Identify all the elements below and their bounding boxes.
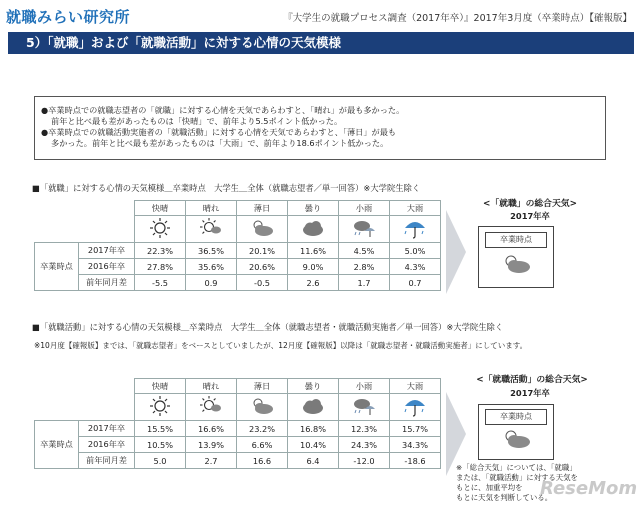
summary-line: ●卒業時点での就職活動実施者の「就職活動」に対する心情を天気であらわすと、「薄日」が最も	[41, 127, 397, 137]
table-cell: 1.7	[339, 275, 390, 291]
row-label: 2017年卒	[79, 243, 135, 259]
cloud-with-sun-icon	[479, 252, 553, 280]
table-cell: 12.3%	[339, 421, 390, 437]
table-cell: 27.8%	[135, 259, 186, 275]
table-cell: 2.8%	[339, 259, 390, 275]
table2-caption: ■「就職活動」に対する心情の天気模様＿卒業時点 大学生＿全体（就職志望者・就職活動実施者／単一回答）※大学院生除く	[32, 322, 504, 332]
section-title: 5）「就職」および「就職活動」に対する心情の天気模様	[8, 32, 634, 54]
table-cell: 2.6	[288, 275, 339, 291]
table-cell: 20.1%	[237, 243, 288, 259]
footnote-line: ※「総合天気」については、「就職」	[456, 463, 577, 472]
row-label: 2016年卒	[79, 259, 135, 275]
table-cell: 16.6%	[186, 421, 237, 437]
summary-line: 前年と比べ最も差があったものは「快晴」で、前年より5.5ポイント低かった。	[51, 116, 343, 126]
thin-sun-icon	[237, 394, 288, 421]
overall-weather-box	[478, 226, 554, 288]
weather-name: 晴れ	[186, 379, 237, 394]
weather-name: 大雨	[390, 201, 441, 216]
footnote-line: もとに天気を判断している。	[456, 493, 553, 502]
table-cell: 4.5%	[339, 243, 390, 259]
table-cell: 15.7%	[390, 421, 441, 437]
group-label: 卒業時点	[35, 421, 79, 469]
heavy-rain-icon	[390, 216, 441, 243]
table-cell: 24.3%	[339, 437, 390, 453]
table-cell: 5.0%	[390, 243, 441, 259]
table-cell: 5.0	[135, 453, 186, 469]
overall-weather-title: <「就職」の総合天気>	[483, 199, 577, 209]
table2	[34, 378, 441, 469]
sunny-icon	[135, 216, 186, 243]
heavy-rain-icon	[390, 394, 441, 421]
table-cell: -5.5	[135, 275, 186, 291]
summary-line: ●卒業時点での就職志望者の「就職」に対する心情を天気であらわすと、「晴れ」が最も多かった。	[41, 105, 405, 115]
arrow-right-icon	[446, 210, 466, 294]
table-cell: -0.5	[237, 275, 288, 291]
overall-weather-title: <「就職活動」の総合天気>	[476, 375, 588, 385]
sunny-icon	[135, 394, 186, 421]
cloudy-icon	[288, 394, 339, 421]
summary-line: 多かった。前年と比べ最も差があったものは「大雨」で、前年より18.6ポイント低かった。	[51, 138, 389, 148]
table-cell: 20.6%	[237, 259, 288, 275]
weather-name: 薄日	[237, 201, 288, 216]
overall-weather-year: 2017年卒	[510, 211, 550, 221]
row-label: 前年同月差	[79, 275, 135, 291]
table-cell: 16.8%	[288, 421, 339, 437]
table-cell: 11.6%	[288, 243, 339, 259]
table2-note: ※10月度【確報版】までは、「就職志望者」をベースとしていましたが、12月度【確報版】以降は「就職志望者・就職活動実施者」にしています。	[34, 341, 528, 350]
summary-box	[34, 96, 606, 160]
row-label: 2017年卒	[79, 421, 135, 437]
table1-caption: ■「就職」に対する心情の天気模様＿卒業時点 大学生＿全体（就職志望者／単一回答）※大学院生除く	[32, 183, 421, 193]
weather-name: 快晴	[135, 379, 186, 394]
table-cell: 0.9	[186, 275, 237, 291]
table-cell: 2.7	[186, 453, 237, 469]
weather-name: 薄日	[237, 379, 288, 394]
table-cell: 13.9%	[186, 437, 237, 453]
table-cell: -12.0	[339, 453, 390, 469]
footnote-line: または、「就職活動」に対する天気を	[456, 473, 578, 482]
table-cell: 22.3%	[135, 243, 186, 259]
table-cell: 10.5%	[135, 437, 186, 453]
cloudy-icon	[288, 216, 339, 243]
table-cell: 15.5%	[135, 421, 186, 437]
table-cell: 6.4	[288, 453, 339, 469]
document-title: 『大学生の就職プロセス調査（2017年卒）』2017年3月度（卒業時点）【確報版】	[283, 13, 632, 24]
weather-name: 小雨	[339, 201, 390, 216]
table-cell: 0.7	[390, 275, 441, 291]
weather-name: 小雨	[339, 379, 390, 394]
cloud-with-sun-icon	[479, 427, 553, 455]
sun-with-cloud-icon	[186, 216, 237, 243]
footnote-line: もとに、加重平均を	[456, 483, 523, 492]
overall-weather-label: 卒業時点	[485, 409, 547, 425]
table-cell: 4.3%	[390, 259, 441, 275]
sun-with-cloud-icon	[186, 394, 237, 421]
table-cell: 9.0%	[288, 259, 339, 275]
row-label: 2016年卒	[79, 437, 135, 453]
table-cell: 10.4%	[288, 437, 339, 453]
overall-weather-box	[478, 404, 554, 460]
watermark: ReseMom	[540, 478, 638, 499]
table-cell: 23.2%	[237, 421, 288, 437]
weather-name: 曇り	[288, 201, 339, 216]
table-cell: 6.6%	[237, 437, 288, 453]
table-cell: 35.6%	[186, 259, 237, 275]
weather-name: 晴れ	[186, 201, 237, 216]
table1	[34, 200, 441, 291]
group-label: 卒業時点	[35, 243, 79, 291]
row-label: 前年同月差	[79, 453, 135, 469]
table-cell: 36.5%	[186, 243, 237, 259]
overall-weather-year: 2017年卒	[510, 388, 550, 398]
light-rain-icon	[339, 216, 390, 243]
weather-name: 曇り	[288, 379, 339, 394]
weather-name: 快晴	[135, 201, 186, 216]
weather-name: 大雨	[390, 379, 441, 394]
light-rain-icon	[339, 394, 390, 421]
thin-sun-icon	[237, 216, 288, 243]
logo: 就職みらい研究所	[6, 8, 131, 26]
table-cell: 16.6	[237, 453, 288, 469]
overall-weather-label: 卒業時点	[485, 232, 547, 248]
table-cell: 34.3%	[390, 437, 441, 453]
table-cell: -18.6	[390, 453, 441, 469]
